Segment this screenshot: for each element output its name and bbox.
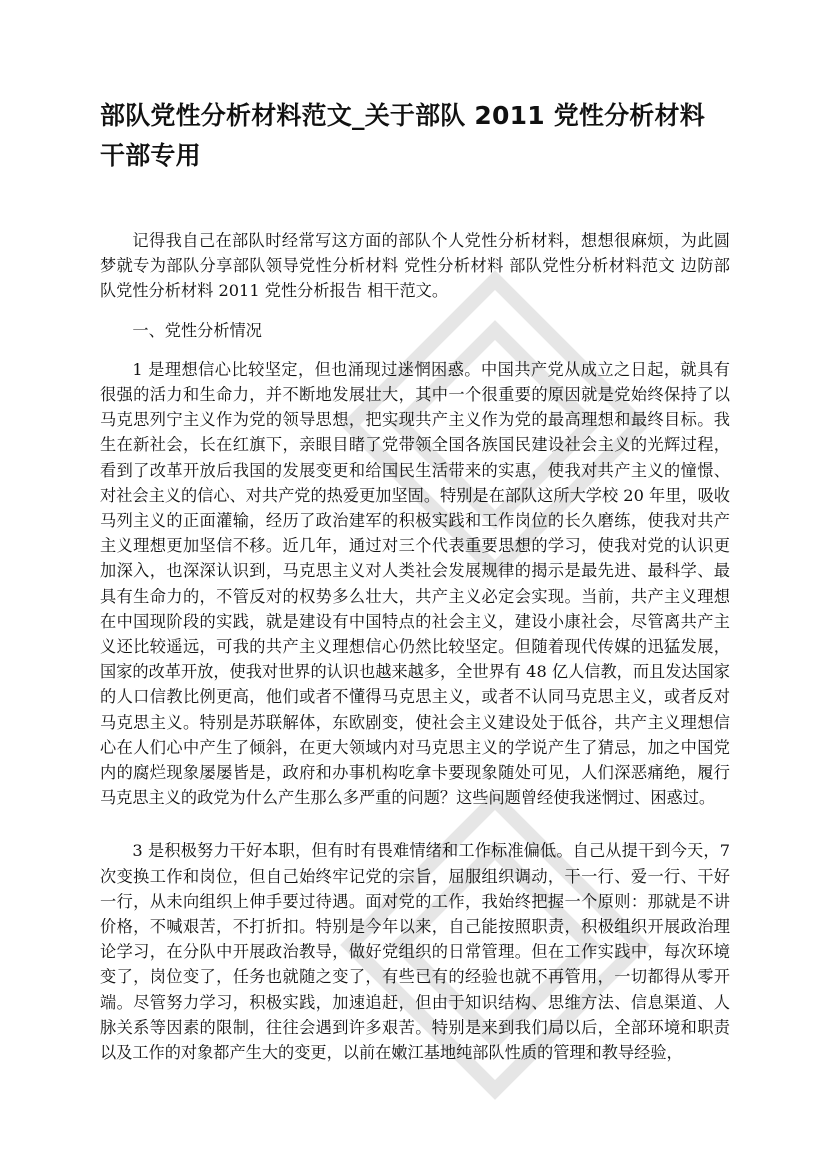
intro-paragraph: 记得我自己在部队时经常写这方面的部队个人党性分析材料，想想很麻烦，为此圆梦就专为部队分享部队领导党性分析材料 党性分析材料 部队党性分析材料范文 边防部队党性分析材料 2011 党性分析报告 相干范文。: [100, 231, 730, 301]
document-page: [100, 96, 730, 1065]
paragraph-1: 1 是理想信心比较坚定，但也涌现过迷惘困惑。中国共产党从成立之日起，就具有很强的活力和生命力，并不断地发展壮大，其中一个很重要的原因就是党始终保持了以马克思列宁主义作为党的领导思想，把实现共产主义作为党的最高理想和最终目标。我生在新社会，长在红旗下，亲眼目睹了党带领全国各族国民建设社会主义的光辉过程，看到了改革开放后我国的发展变更和给国民生活带来的实惠，使我对共产主义的憧憬、对社会主义的信心、对共产党的热爱更加坚固。特别是在部队这所大学校 20 年里，吸收马列主义的正面灌输，经历了政治建军的积极实践和工作岗位的长久磨练，使我对共产主义理想更加坚信不移。近几年，通过对三个代表重要思想的学习，使我对党的认识更加深入，也深深认识到，马克思主义对人类社会发展规律的揭示是最先进、最科学、最具有生命力的，不管反对的权势多么壮大，共产主义必定会实现。当前，共产主义理想在中国现阶段的实践，就是建设有中国特点的社会主义，建设小康社会，尽管离共产主义还比较遥远，可我的共产主义理想信心仍然比较坚定。但随着现代传媒的迅猛发展，国家的改革开放，使我对世界的认识也越来越多，全世界有 48 亿人信教，而且发达国家的人口信教比例更高，他们或者不懂得马克思主义，或者不认同马克思主义，或者反对马克思主义。特别是苏联解体，东欧剧变，使社会主义建设处于低谷，共产主义理想信心在人们心中产生了倾斜，在更大领域内对马克思主义的学说产生了猜忌，加之中国党内的腐烂现象屡屡皆是，政府和办事机构吃拿卡要现象随处可见，人们深恶痛绝，履行马克思主义的政党为什么产生那么多严重的问题？这些问题曾经使我迷惘过、困惑过。: [100, 359, 730, 808]
section-heading: 一、党性分析情况: [132, 320, 262, 340]
paragraph-3: 3 是积极努力干好本职，但有时有畏难情绪和工作标准偏低。自己从提干到今天，7 次变换工作和岗位，但自己始终牢记党的宗旨，屈服组织调动，干一行、爱一行、干好一行，从未向组织上伸手要过待遇。面对党的工作，我始终把握一个原则：那就是不讲价格，不喊艰苦，不打折扣。特别是今年以来，自己能按照职责，积极组织开展政治理论学习，在分队中开展政治教导，做好党组织的日常管理。但在工作实践中，每次环境变了，岗位变了，任务也就随之变了，有些已有的经验也就不再管用，一切都得从零开端。尽管努力学习，积极实践，加速追赶，但由于知识结构、思维方法、信息渠道、人脉关系等因素的限制，往往会遇到许多艰苦。特别是来到我们局以后，全部环境和职责以及工作的对象都产生大的变更，以前在嫩江基地纯部队性质的管理和教导经验，: [100, 841, 730, 1063]
page-title: 部队党性分析材料范文_关于部队 2011 党性分析材料干部专用: [100, 101, 705, 170]
